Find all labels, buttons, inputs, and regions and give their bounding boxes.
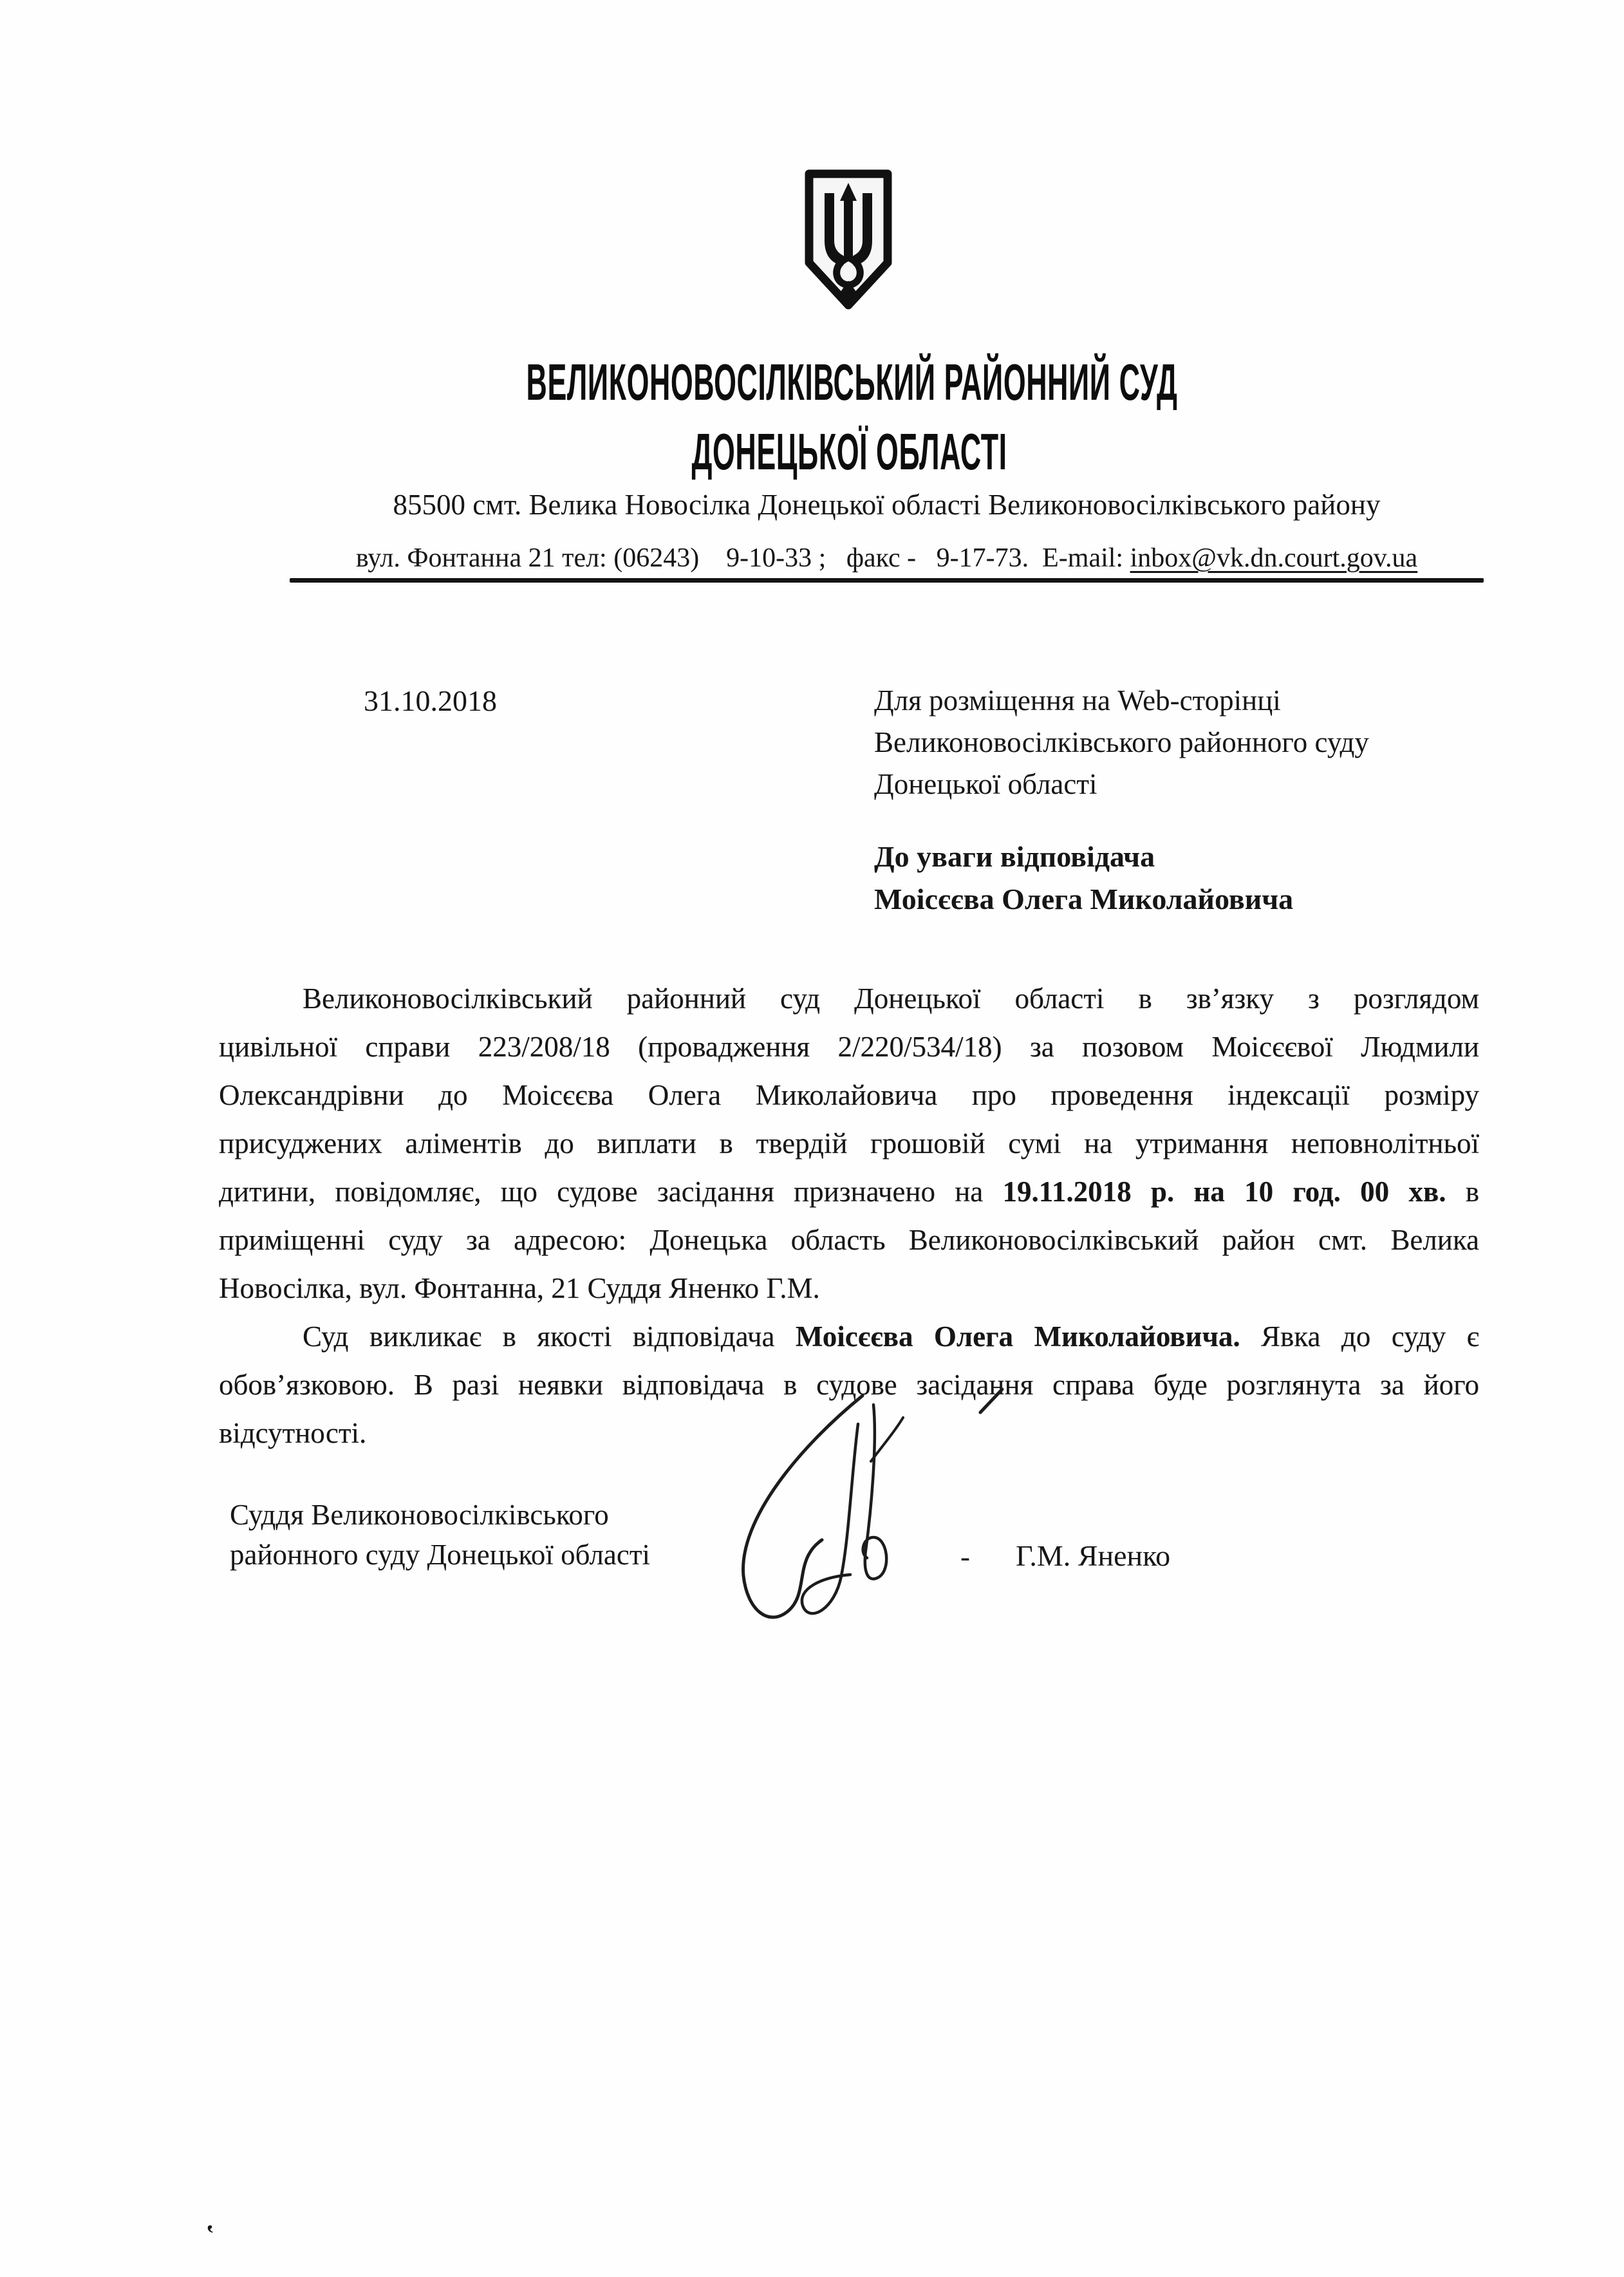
attention-block [874, 836, 1293, 921]
court-address: 85500 смт. Велика Новосілка Донецької області Великоновосілківського району [393, 489, 1381, 521]
document-date: 31.10.2018 [364, 684, 497, 717]
respondent-name-inline: Моісєєва Олега Миколайовича. [795, 1320, 1240, 1353]
scan-artifact-mark: ‛ [206, 2220, 214, 2247]
web-posting-note-line: Донецької області [874, 768, 1097, 800]
body-line: відсутності. [219, 1417, 367, 1449]
judge-name: Г.М. Яненко [1016, 1539, 1171, 1572]
court-name-line1-text: ВЕЛИКОНОВОСІЛКІВСЬКИЙ РАЙОННИЙ СУД [526, 353, 1178, 411]
ukraine-trident-icon [800, 166, 897, 315]
judge-title-line: Суддя Великоновосілківського [230, 1499, 609, 1531]
respondent-name: Моісєєва Олега Миколайовича [874, 883, 1294, 915]
body-line: присуджених аліментів до виплати в твердій грошовій сумі на утримання неповнолітньої [219, 1127, 1479, 1159]
court-name-line2 [270, 425, 1429, 479]
hearing-datetime: 19.11.2018 р. на 10 год. 00 хв. [1002, 1176, 1446, 1208]
judge-signature-icon [705, 1384, 1014, 1645]
judge-title [230, 1495, 650, 1575]
attention-heading: До уваги відповідача [874, 840, 1155, 873]
body-line: приміщенні суду за адресою: Донецька область Великоновосілківський район смт. Велика [219, 1224, 1479, 1256]
body-line: обов’язковою. В разі неявки відповідача в судове засідання справа буде розглянута за його [219, 1369, 1479, 1401]
court-contacts [290, 542, 1484, 574]
court-email: inbox@vk.dn.court.gov.ua [1130, 543, 1418, 573]
court-contacts-text: вул. Фонтанна 21 тел: (06243) 9-10-33 ; факс - 9-17-73. E-mail: [355, 543, 1130, 573]
body-line: цивільної справи 223/208/18 (провадження 2/220/534/18) за позовом Моісєєвої Людмили [219, 1031, 1479, 1063]
body-line: Новосілка, вул. Фонтанна, 21 Суддя Яненко Г.М. [219, 1272, 820, 1304]
court-name-line2-text: ДОНЕЦЬКОЇ ОБЛАСТІ [691, 423, 1008, 480]
body-line-summons: Суд викликає в якості відповідача Моісєєва Олега Миколайовича. Явка до суду є [303, 1320, 1479, 1353]
header-divider-rule [290, 578, 1484, 583]
body-line: Великоновосілківський районний суд Донецької області в зв’язку з розглядом [303, 982, 1479, 1015]
web-posting-note-line: Для розміщення на Web-сторінці [874, 684, 1281, 717]
judge-title-line: районного суду Донецької області [230, 1539, 651, 1571]
court-name-line1 [270, 355, 1429, 409]
web-posting-note [874, 680, 1369, 805]
web-posting-note-line: Великоновосілківського районного суду [874, 726, 1369, 758]
body-line: Олександрівни до Моісєєва Олега Миколайовича про проведення індексації розміру [219, 1079, 1479, 1111]
signature-dash: - [960, 1541, 970, 1573]
body-line-hearing-date: дитини, повідомляє, що судове засідання призначено на 19.11.2018 р. на 10 год. 00 хв. в [219, 1176, 1480, 1208]
